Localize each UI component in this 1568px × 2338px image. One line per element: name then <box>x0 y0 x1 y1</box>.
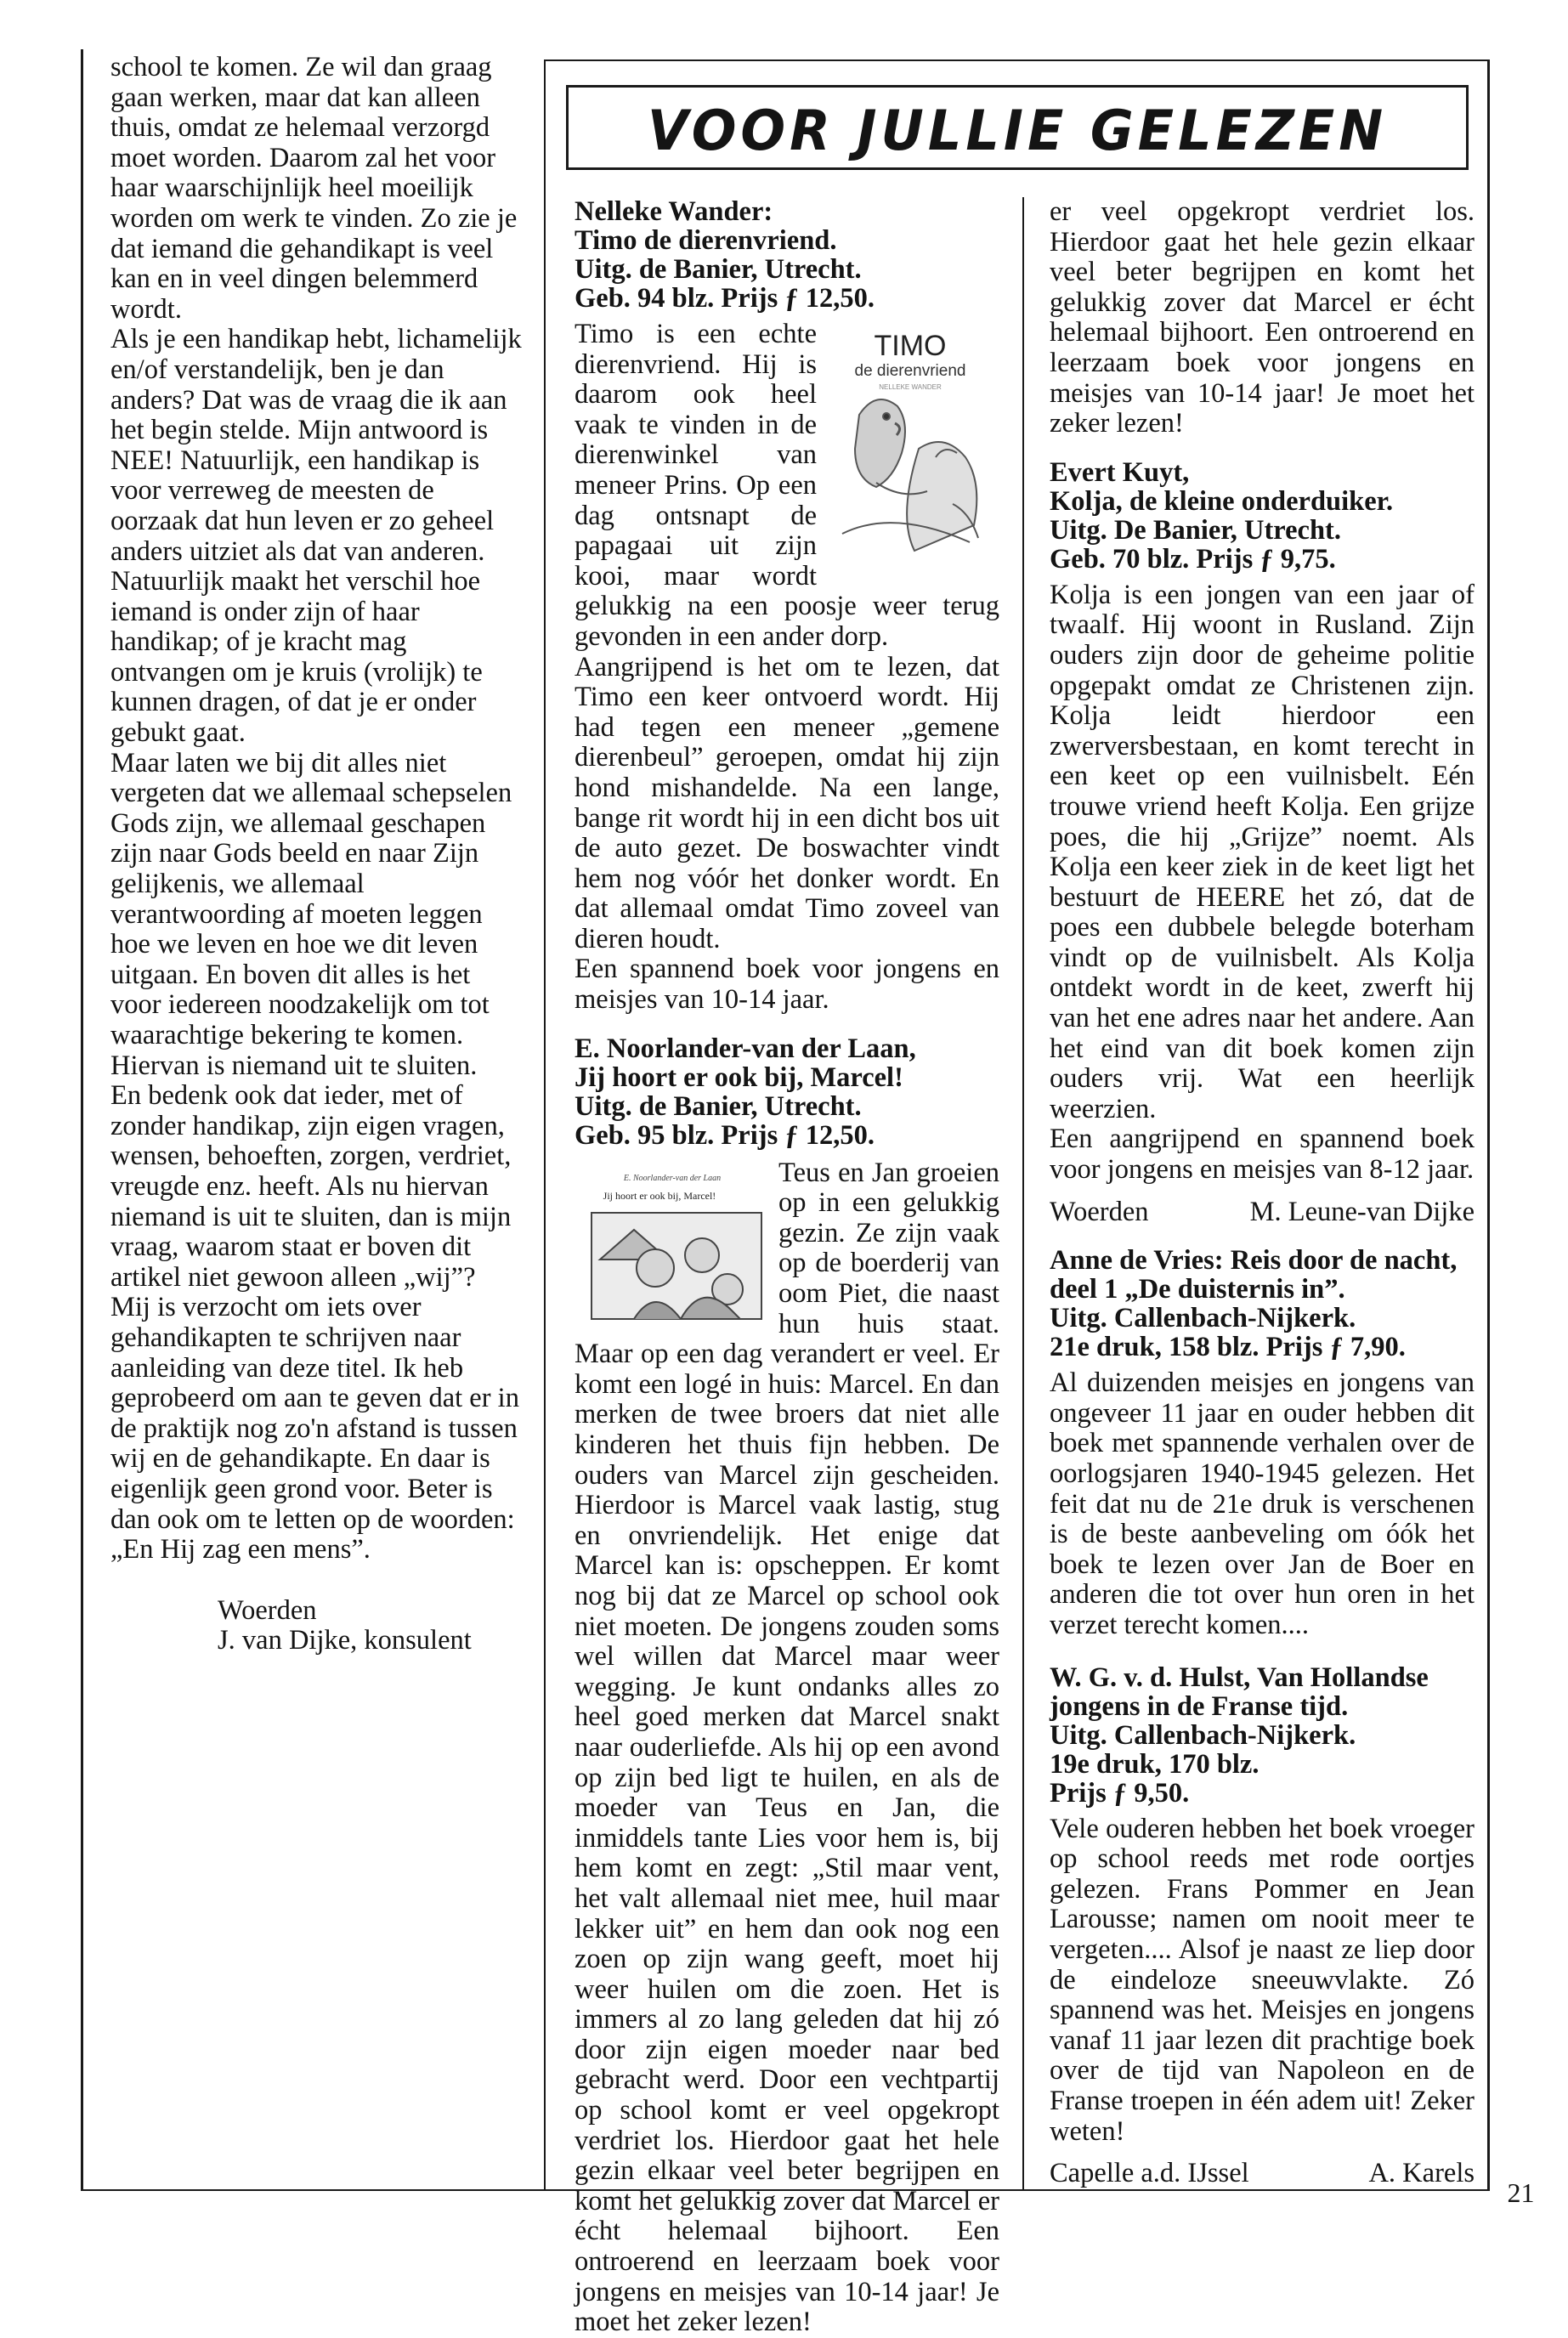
cover-title: TIMO <box>874 330 947 362</box>
review-hulst-heading <box>1050 1663 1475 1808</box>
review-price: Prijs ƒ 9,50. <box>1050 1777 1190 1809</box>
review-author: Evert Kuyt, <box>1050 456 1190 488</box>
review-publisher: Uitg. Callenbach-Nijkerk. <box>1050 1303 1356 1334</box>
review-hulst-body: Vele ouderen hebben het boek vroeger op school reeds met rode oortjes gelezen. Frans Pommer en Jean Larousse; namen om nooit meer te vergeten.... Alsof je naast ze liep door de eindeloze sneeuwvlakte. Zó spannend was het. Meisjes en jongens vanaf 11 jaar lezen dit prachtige boek over de tijd van Napoleon en de Franse troepen in één adem uit! Zeker weten! <box>1050 1813 1475 2147</box>
review-edition: 19e druk, 170 blz. <box>1050 1748 1259 1780</box>
review-marcel-heading <box>575 1034 999 1150</box>
cover-author: NELLEKE WANDER <box>879 383 942 391</box>
column-divider <box>1022 197 1024 2189</box>
page-number: 21 <box>1507 2177 1535 2208</box>
parrot-illustration <box>842 399 978 551</box>
left-paragraph: Mij is verzocht om iets over gehandikapten te schrijven naar aanleiding van deze titel. Ik heb geprobeerd om aan te geven dat er in de praktijk nog zo'n afstand is tussen wij en de gehandikapte. En daar is eigenlijk geen grond voor. Beter is dan ook om te letten op de woorden: „En Hij zag een mens”. <box>110 1292 519 1565</box>
review-timo-body: Aangrijpend is het om te lezen, dat Timo een keer ontvoerd wordt. Hij had tegen een meneer „gemene dierenbeul” geroepen, omdat hij zijn hond mishandelde. Na een lange, bange rit wordt hij in een dicht bos uit de auto gezet. De boswachter vindt hem nog vóór het donker wordt. En dat allemaal omdat Timo zoveel van dieren houdt. <box>575 651 999 954</box>
review-kolja-signature <box>1050 1197 1475 1228</box>
left-paragraph: Maar laten we bij dit alles niet vergeten dat we allemaal schepselen Gods zijn, we allemaal geschapen zijn naar Gods beeld en naar Zijn gelijkenis, we allemaal verantwoording af moeten leggen hoe we leven en hoe we dit leven uitgaan. En boven dit alles is het voor iedereen noodzakelijk om tot waarachtige bekering te komen. Hiervan is niemand uit te sluiten. <box>110 747 512 1081</box>
review-reis-heading <box>1050 1246 1475 1361</box>
review-publisher: Uitg. De Banier, Utrecht. <box>1050 514 1341 546</box>
review-price: Geb. 70 blz. Prijs ƒ 9,75. <box>1050 543 1336 575</box>
signature-name: M. Leune-van Dijke <box>1249 1196 1475 1227</box>
left-paragraph: Natuurlijk maakt het verschil hoe iemand is onder zijn of haar handikap; of je kracht mag ontvangen om je kruis (vrolijk) te kunnen dragen, of dat je er onder gebukt gaat. <box>110 566 483 749</box>
marcel-book-cover-image <box>575 1162 770 1323</box>
review-author: Nelleke Wander: <box>575 196 773 227</box>
masthead-box <box>566 85 1469 170</box>
top-rule <box>545 59 1488 61</box>
signature-place: Woerden <box>1050 1196 1149 1227</box>
center-rule <box>544 59 546 2191</box>
review-price: Geb. 94 blz. Prijs ƒ 12,50. <box>575 283 875 314</box>
review-kolja-body: Kolja is een jongen van een jaar of twaalf. Hij woont in Rusland. Zijn ouders zijn door de geheime politie opgepakt omdat ze Christenen zijn. Kolja leidt hierdoor een zwerversbestaan, en komt terecht in een keet op een vuilnisbelt. Eén trouwe vriend heeft Kolja. Een grijze poes, die hij „Grijze” noemt. Als Kolja een keer ziek in de keet ligt het bestuurt de HEERE het zó, dat de poes een dubbele belegde boterham vindt op de vuilnisbelt. Als Kolja ontdekt wordt in de keet, zwerft hij van het ene adres naar het andere. Aan het eind van dit boek komen zijn ouders vrij. Wat een heerlijk weerzien. <box>1050 579 1475 1124</box>
review-publisher: Uitg. de Banier, Utrecht. <box>575 1090 862 1122</box>
cover-title: Jij hoort er ook bij, Marcel! <box>603 1189 716 1202</box>
reviews-middle-column <box>575 196 999 2338</box>
review-kolja-body: Een aangrijpend en spannend boek voor jongens en meisjes van 8-12 jaar. <box>1050 1124 1475 1186</box>
left-paragraph: Als je een handikap hebt, lichamelijk en/of verstandelijk, ben je dan anders? Dat was de vraag die ik aan het begin stelde. Mijn antwoord is NEE! Natuurlijk, een handikap is voor verreweg de meesten de oorzaak dat hun leven er zo geheel anders uitziet als dat van anderen. <box>110 324 522 567</box>
right-rule <box>1487 59 1490 2191</box>
review-title: Timo de dierenvriend. <box>575 225 837 256</box>
review-kolja-heading <box>1050 458 1475 574</box>
signature-place: Woerden <box>218 1594 317 1626</box>
review-timo-body: Timo is een echte dierenvriend. Hij is daarom ook heel vaak te vinden in de dierenwinkel van meneer Prins. Op een dag ontsnapt de papagaai uit zijn kooi, maar wordt gelukkig na een poosje weer terug gevonden in een ander dorp. <box>575 319 999 652</box>
review-reis-body: Al duizenden meisjes en jongens van ongeveer 11 jaar en ouder hebben dit boek met spannende verhalen over de oorlogsjaren 1940-1945 gelezen. Het feit dat nu de 21e druk is verschenen is de beste aanbeveling om óók het boek te lezen over Jan de Boer en anderen die tot over hun oren in het verzet terecht komen.... <box>1050 1367 1475 1640</box>
review-timo-heading <box>575 197 999 313</box>
review-publisher: Uitg. de Banier, Utrecht. <box>575 254 862 285</box>
review-title: Kolja, de kleine onderduiker. <box>1050 485 1394 517</box>
review-title: Jij hoort er ook bij, Marcel! <box>575 1061 903 1093</box>
left-rule <box>81 49 83 2191</box>
children-illustration <box>592 1213 761 1319</box>
signature-place: Capelle a.d. IJssel <box>1050 2158 1249 2189</box>
review-hulst-signature <box>1050 2159 1475 2189</box>
review-price: Geb. 95 blz. Prijs ƒ 12,50. <box>575 1119 875 1151</box>
review-marcel-body: Teus en Jan groeien op in een gelukkig gezin. Ze zijn vaak op de boerderij van oom Piet, die naast hun huis staat. Maar op een dag verandert er veel. Er komt een logé in huis: Marcel. En dan merken de twee broers dat niet alle kinderen het thuis fijn hebben. De ouders van Marcel zijn gescheiden. Hierdoor is Marcel vaak lastig, stug en onvriendelijk. Het enige dat Marcel kan is: opscheppen. Er komt nog bij dat ze Marcel op school ook niet moeten. De jongens zouden soms wel willen dat Marcel maar weer wegging. Je kunt ondanks alles zo heel goed merken dat Marcel snakt naar ouderliefde. Als hij op een avond op zijn bed ligt te huilen, en als de moeder van Teus en Jan, die inmiddels tante Lies voor hem is, bij hem komt en zegt: „Stil maar vent, het valt allemaal niet mee, huil maar lekker uit” en hem dan ook nog een zoen op zijn wang geeft, moet hij weer huilen om die zoen. Het is immers al zo lang geleden dat hij zó door zijn eigen moeder naar bed gebracht werd. Door een vechtpartij op school komt er veel opgekropt verdriet los. Hierdoor gaat het hele gezin elkaar veel beter begrijpen en komt het gelukkig zover dat Marcel er écht helemaal bijhoort. Een ontroerend en leerzaam boek voor jongens en meisjes van 10-14 jaar! Je moet het zeker lezen! <box>575 1157 999 2338</box>
review-timo-body: Een spannend boek voor jongens en meisjes van 10-14 jaar. <box>575 954 999 1016</box>
left-paragraph: school te komen. Ze wil dan graag gaan werken, maar dat kan alleen thuis, omdat ze helemaal verzorgd moet worden. Daarom zal het voor haar waarschijnlijk heel moeilijk worden om werk te vinden. Zo zie je dat iemand die gehandikapt is veel kan en in veel dingen belemmerd wordt. <box>110 52 518 325</box>
cover-subtitle: de dierenvriend <box>854 362 966 380</box>
review-title: Anne de Vries: Reis door de nacht, <box>1050 1245 1458 1277</box>
review-author: E. Noorlander-van der Laan, <box>575 1033 916 1064</box>
review-marcel-body-continued: er veel opgekropt verdriet los. Hierdoor gaat het hele gezin elkaar veel beter begrijpen en komt het gelukkig zover dat Marcel er écht helemaal bijhoort. Een ontroerend en leerzaam boek voor jongens en meisjes van 10-14 jaar! Je moet het zeker lezen! <box>1050 196 1475 439</box>
review-publisher: Uitg. Callenbach-Nijkerk. <box>1050 1719 1356 1751</box>
review-author: W. G. v. d. Hulst, Van Hollandse <box>1050 1662 1429 1693</box>
signature-name: A. Karels <box>1368 2158 1475 2189</box>
cover-author: E. Noorlander-van der Laan <box>623 1173 722 1183</box>
left-paragraph: En bedenk ook dat ieder, met of zonder handikap, zijn eigen vragen, wensen, behoeften, zorgen, verdriet, vreugde enz. heeft. Als nu hiervan niemand is uit te sluiten, dan is mijn vraag, waarom staat er boven dit artikel niet gewoon alleen „wij”? <box>110 1080 512 1293</box>
timo-book-cover-image <box>825 321 999 576</box>
article-left-column <box>110 53 527 1656</box>
review-subtitle: deel 1 „De duisternis in”. <box>1050 1274 1345 1305</box>
reviews-right-column <box>1050 197 1475 2189</box>
review-title: jongens in de Franse tijd. <box>1050 1690 1349 1722</box>
signature-name: J. van Dijke, konsulent <box>218 1625 472 1656</box>
review-price: 21e druk, 158 blz. Prijs ƒ 7,90. <box>1050 1332 1406 1363</box>
masthead-title: VOOR JULLIE GELEZEN <box>647 98 1388 163</box>
